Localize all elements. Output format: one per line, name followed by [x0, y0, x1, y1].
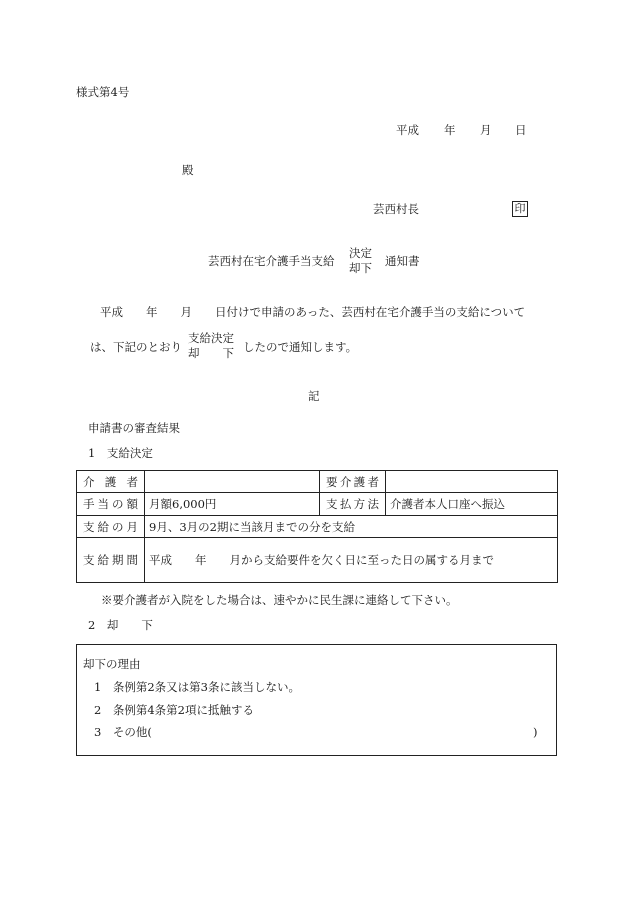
amount-value: 月額6,000円	[145, 493, 320, 516]
rejection-reasons-box	[76, 644, 557, 756]
payment-method-label: 支払方法	[320, 493, 386, 516]
rejection-reasons-heading: 却下の理由	[83, 657, 141, 671]
section-2-heading: 2 却 下	[88, 618, 153, 632]
addressee-suffix: 殿	[182, 163, 194, 177]
form-number: 様式第4号	[76, 85, 130, 99]
amount-label: 手当の額	[77, 493, 145, 516]
hospitalization-note: ※要介護者が入院をした場合は、速やかに民生課に連絡して下さい。	[101, 593, 458, 607]
payment-method-value: 介護者本人口座へ振込	[386, 493, 558, 516]
seal-mark: 印	[512, 201, 528, 217]
payment-period-value: 平成 年 月から支給要件を欠く日に至った日の属する月まで	[145, 538, 558, 583]
other-reason-close-paren: )	[533, 725, 538, 739]
rejection-reason-item: 2 条例第4条第2項に抵触する	[94, 703, 254, 717]
title-suffix: 通知書	[385, 254, 420, 268]
caregiver-value	[145, 471, 320, 493]
review-heading: 申請書の審査結果	[88, 421, 180, 435]
table-row	[77, 493, 558, 516]
section-1-heading: 1 支給決定	[88, 446, 153, 460]
caregiver-label: 介護者	[77, 471, 145, 493]
title-option-decide: 決定	[349, 246, 372, 260]
body-option-decide: 支給決定	[188, 331, 234, 345]
body-line-2-suffix: したので通知します。	[243, 340, 358, 354]
payment-period-label: 支給期間	[77, 538, 145, 583]
ki-heading: 記	[308, 389, 320, 403]
table-row	[77, 538, 558, 583]
table-row	[77, 516, 558, 538]
date-month: 月	[480, 123, 492, 137]
decision-table	[76, 470, 558, 583]
body-options	[188, 331, 234, 361]
date-day: 日	[515, 123, 527, 137]
issuer-name: 芸西村長	[373, 202, 419, 216]
payment-month-label: 支給の月	[77, 516, 145, 538]
rejection-reason-item: 3 その他(	[94, 725, 152, 739]
body-line-2-prefix: は、下記のとおり	[90, 340, 182, 354]
rejection-reason-item: 1 条例第2条又は第3条に該当しない。	[94, 680, 300, 694]
date-year: 年	[444, 123, 456, 137]
title-options	[349, 246, 372, 276]
title-option-reject: 却下	[349, 261, 372, 275]
table-row	[77, 471, 558, 493]
title-prefix: 芸西村在宅介護手当支給	[208, 254, 335, 268]
date-era: 平成	[396, 123, 419, 137]
cared-person-value	[386, 471, 558, 493]
payment-month-value: 9月、3月の2期に当該月までの分を支給	[145, 516, 558, 538]
body-option-reject: 却 下	[188, 346, 234, 360]
body-line-1: 平成 年 月 日付けで申請のあった、芸西村在宅介護手当の支給について	[100, 305, 526, 319]
cared-person-label: 要介護者	[320, 471, 386, 493]
